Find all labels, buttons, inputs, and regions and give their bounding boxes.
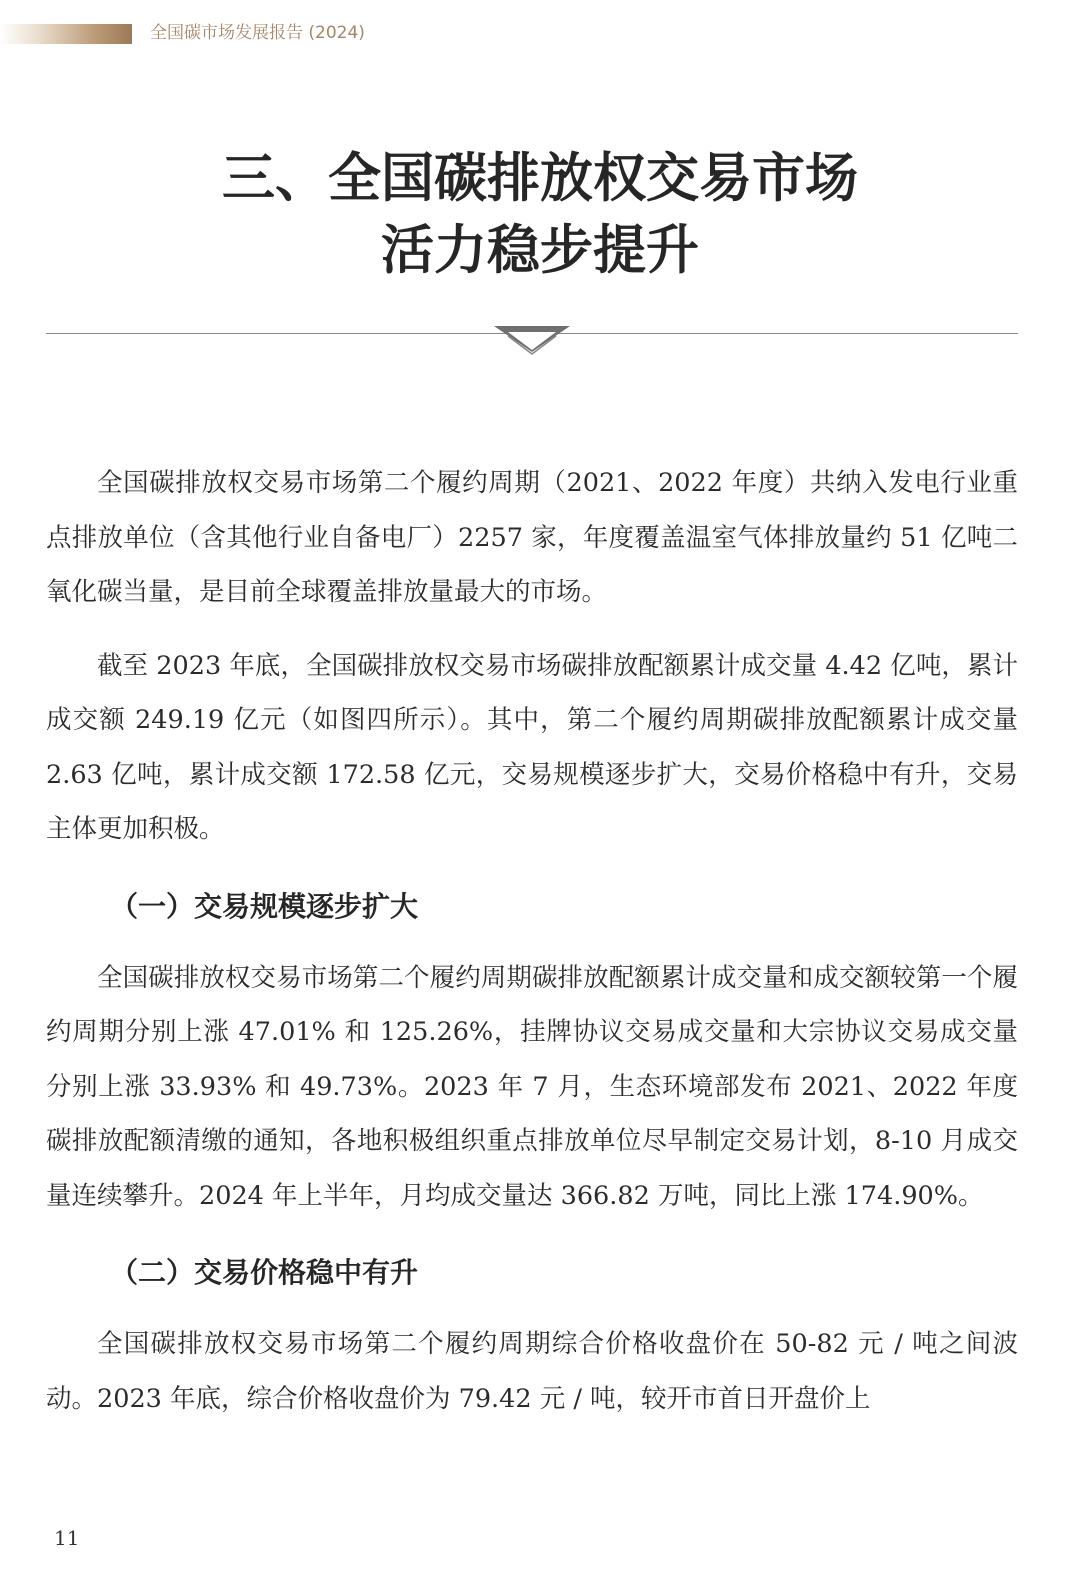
running-title: 全国碳市场发展报告 (2024): [150, 23, 365, 43]
chapter-title-line-1: 三、全国碳排放权交易市场: [222, 147, 858, 209]
chapter-title: [40, 142, 1040, 286]
page-number: 11: [54, 1526, 80, 1550]
section-heading-1: （一）交易规模逐步扩大: [110, 889, 419, 923]
chevron-down-icon: [494, 322, 570, 358]
section-heading-2: （二）交易价格稳中有升: [110, 1256, 419, 1289]
header-decor-bar: [0, 24, 132, 44]
body-content: [46, 456, 1018, 1426]
paragraph-1: 全国碳排放权交易市场第二个履约周期（2021、2022 年度）共纳入发电行业重点排放单位（含其他行业自备电厂）2257 家，年度覆盖温室气体排放量约 51 亿吨二氧化碳当量，是目前全球覆盖排放量最大的市场。: [46, 468, 1018, 607]
paragraph-2: 截至 2023 年底，全国碳排放权交易市场碳排放配额累计成交量 4.42 亿吨，累计成交额 249.19 亿元（如图四所示）。其中，第二个履约周期碳排放配额累计成交量 2.63 亿吨，累计成交额 172.58 亿元，交易规模逐步扩大，交易价格稳中有升，交易主体更加积极。: [46, 650, 1018, 844]
chapter-title-line-2: 活力稳步提升: [381, 219, 699, 281]
paragraph-4: 全国碳排放权交易市场第二个履约周期综合价格收盘价在 50-82 元 / 吨之间波动。2023 年底，综合价格收盘价为 79.42 元 / 吨，较开市首日开盘价上: [46, 1329, 1018, 1414]
paragraph-3: 全国碳排放权交易市场第二个履约周期碳排放配额累计成交量和成交额较第一个履约周期分别上涨 47.01% 和 125.26%，挂牌协议交易成交量和大宗协议交易成交量分别上涨 33.93% 和 49.73%。2023 年 7 月，生态环境部发布 2021、2022 年度碳排放配额清缴的通知，各地积极组织重点排放单位尽早制定交易计划，8-10 月成交量连续攀升。2024 年上半年，月均成交量达 366.82 万吨，同比上涨 174.90%。: [46, 962, 1018, 1211]
